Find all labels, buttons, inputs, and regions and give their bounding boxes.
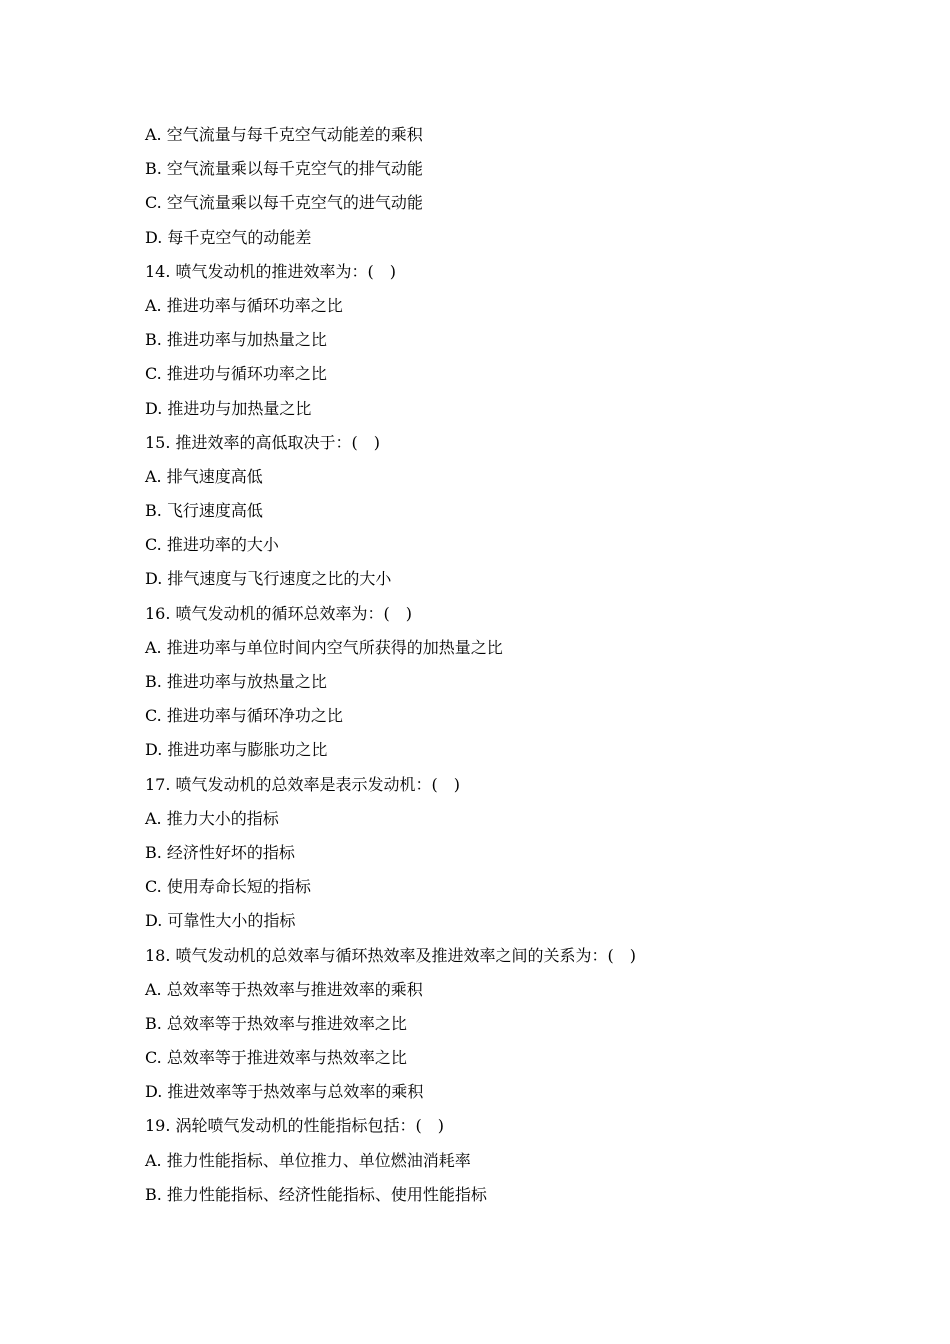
option-13-d: D. 每千克空气的动能差: [145, 227, 312, 247]
option-18-c: C. 总效率等于推进效率与热效率之比: [145, 1048, 407, 1068]
option-13-a: A. 空气流量与每千克空气动能差的乘积: [145, 125, 423, 144]
option-18-b: B. 总效率等于热效率与推进效率之比: [145, 1013, 407, 1033]
option-18-d: D. 推进效率等于热效率与总效率的乘积: [145, 1082, 424, 1102]
option-17-c: C. 使用寿命长短的指标: [145, 877, 311, 897]
option-14-a: A. 推进功率与循环功率之比: [145, 295, 343, 315]
question-18: 18. 喷气发动机的总效率与循环热效率及推进效率之间的关系为：( ): [145, 945, 637, 965]
option-19-a: A. 推力性能指标、单位推力、单位燃油消耗率: [145, 1150, 471, 1170]
option-16-d: D. 推进功率与膨胀功之比: [145, 740, 328, 760]
option-17-b: B. 经济性好坏的指标: [145, 842, 295, 862]
question-list: [145, 121, 845, 1215]
option-19-b: B. 推力性能指标、经济性能指标、使用性能指标: [145, 1184, 487, 1204]
question-14: 14. 喷气发动机的推进效率为：( ): [145, 261, 397, 281]
option-13-b: B. 空气流量乘以每千克空气的排气动能: [145, 159, 423, 179]
question-15: 15. 推进效率的高低取决于：( ): [145, 432, 381, 452]
question-19: 19. 涡轮喷气发动机的性能指标包括：( ): [145, 1116, 445, 1136]
option-15-b: B. 飞行速度高低: [145, 501, 263, 521]
option-15-d: D. 排气速度与飞行速度之比的大小: [145, 569, 392, 589]
option-16-b: B. 推进功率与放热量之比: [145, 672, 327, 691]
option-17-d: D. 可靠性大小的指标: [145, 911, 296, 931]
option-17-a: A. 推力大小的指标: [145, 808, 279, 828]
option-18-a: A. 总效率等于热效率与推进效率的乘积: [145, 979, 423, 999]
option-16-a: A. 推进功率与单位时间内空气所获得的加热量之比: [145, 637, 503, 657]
option-15-a: A. 排气速度高低: [145, 466, 263, 486]
option-13-c: C. 空气流量乘以每千克空气的进气动能: [145, 193, 423, 213]
question-16: 16. 喷气发动机的循环总效率为：( ): [145, 603, 413, 623]
option-16-c: C. 推进功率与循环净功之比: [145, 706, 343, 726]
option-15-c: C. 推进功率的大小: [145, 535, 279, 555]
question-17: 17. 喷气发动机的总效率是表示发动机：( ): [145, 774, 461, 794]
option-14-c: C. 推进功与循环功率之比: [145, 364, 327, 384]
option-14-b: B. 推进功率与加热量之比: [145, 330, 327, 350]
option-14-d: D. 推进功与加热量之比: [145, 398, 312, 418]
